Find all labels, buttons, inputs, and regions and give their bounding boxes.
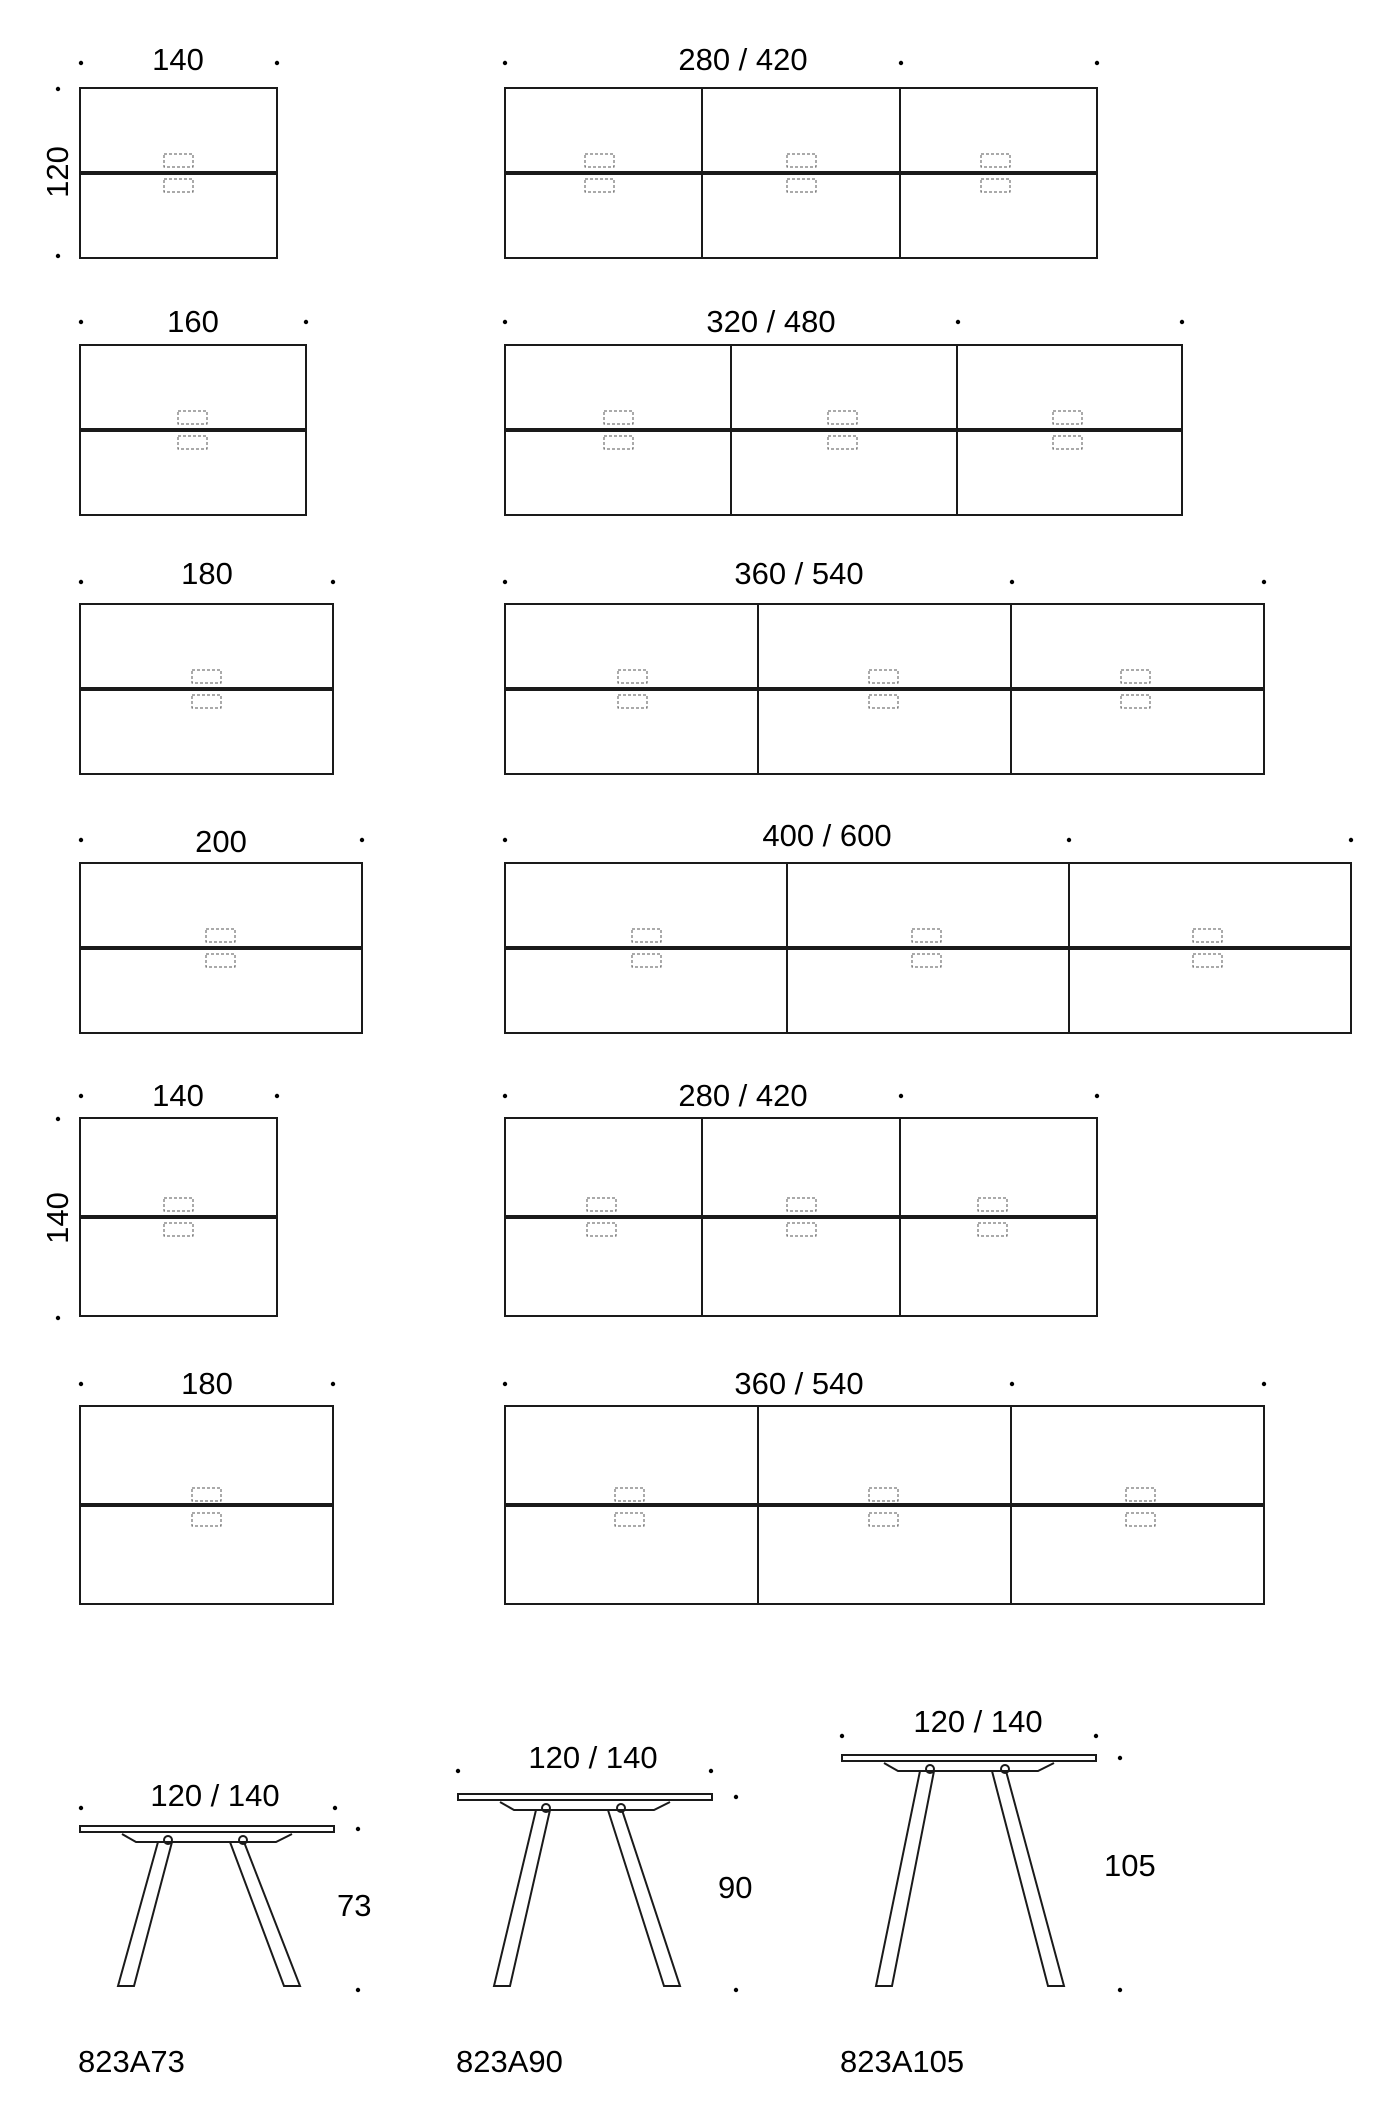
- cable-port: [828, 411, 857, 424]
- dim-dot: [79, 320, 83, 324]
- single-table-top: [80, 88, 277, 172]
- dim-dot: [503, 1382, 507, 1386]
- combo-table-top: [505, 1406, 1264, 1504]
- cable-port: [1126, 1513, 1155, 1526]
- dim-dot: [56, 87, 60, 91]
- dim-dot: [79, 1806, 83, 1810]
- cable-port: [164, 179, 193, 192]
- single-table-top: [80, 1406, 333, 1504]
- elevation-823A105: [840, 1704, 1156, 2079]
- row-1-depth-label: 120: [40, 146, 75, 198]
- dim-dot: [331, 580, 335, 584]
- single-table-top: [80, 863, 362, 947]
- dim-dot: [1010, 580, 1014, 584]
- cable-port: [912, 929, 941, 942]
- dim-dot: [840, 1734, 844, 1738]
- single-table-top: [80, 1118, 277, 1216]
- tabletop: [842, 1755, 1096, 1761]
- cable-port: [869, 670, 898, 683]
- dim-dot: [56, 254, 60, 258]
- dim-dot: [56, 1316, 60, 1320]
- cable-port: [192, 1488, 221, 1501]
- cable-port: [618, 695, 647, 708]
- dim-dot: [356, 1988, 360, 1992]
- combo-table-top: [505, 345, 1182, 429]
- cable-port: [787, 1198, 816, 1211]
- cable-port: [164, 1223, 193, 1236]
- dim-dot: [79, 1382, 83, 1386]
- row-2-single-width: 160: [167, 304, 219, 339]
- cable-port: [1121, 670, 1150, 683]
- dim-dot: [503, 1094, 507, 1098]
- elevation-823A73: [78, 1778, 371, 2079]
- dim-dot: [275, 1094, 279, 1098]
- leg: [230, 1842, 300, 1986]
- elevation-823A90: [456, 1740, 753, 2079]
- dim-dot: [1262, 580, 1266, 584]
- tabletop: [458, 1794, 712, 1800]
- single-table-top: [80, 345, 306, 429]
- cable-port: [869, 1488, 898, 1501]
- elevation-3-width: 120 / 140: [913, 1704, 1043, 1739]
- cable-port: [828, 436, 857, 449]
- combo-table-bottom: [505, 1218, 1097, 1316]
- dim-dot: [503, 61, 507, 65]
- dim-dot: [79, 838, 83, 842]
- dim-dot: [456, 1769, 460, 1773]
- cable-port: [632, 954, 661, 967]
- combo-table-bottom: [505, 174, 1097, 258]
- cable-port: [869, 695, 898, 708]
- apron: [122, 1834, 292, 1842]
- cable-port: [604, 436, 633, 449]
- elevation-3-height: 105: [1104, 1848, 1156, 1883]
- dim-dot: [79, 1094, 83, 1098]
- row-1-combo-width: 280 / 420: [678, 42, 808, 77]
- dim-dot: [1095, 1094, 1099, 1098]
- row-6: [79, 1366, 1266, 1604]
- dim-dot: [56, 1117, 60, 1121]
- leg: [494, 1810, 550, 1986]
- cable-port: [192, 695, 221, 708]
- leg: [118, 1842, 172, 1986]
- cable-port: [615, 1488, 644, 1501]
- leg: [608, 1810, 680, 1986]
- dim-dot: [734, 1988, 738, 1992]
- elevation-1-code: 823A73: [78, 2044, 185, 2079]
- apron: [884, 1763, 1054, 1771]
- dim-dot: [503, 838, 507, 842]
- cable-port: [164, 154, 193, 167]
- single-table-bottom: [80, 1506, 333, 1604]
- dim-dot: [79, 61, 83, 65]
- cable-port: [912, 954, 941, 967]
- cable-port: [615, 1513, 644, 1526]
- tabletop: [80, 1826, 334, 1832]
- elevation-2-code: 823A90: [456, 2044, 563, 2079]
- cable-port: [632, 929, 661, 942]
- single-table-bottom: [80, 690, 333, 774]
- cable-port: [787, 154, 816, 167]
- row-2-combo-width: 320 / 480: [706, 304, 836, 339]
- row-5-depth-label: 140: [40, 1192, 75, 1244]
- dim-dot: [331, 1382, 335, 1386]
- dim-dot: [899, 61, 903, 65]
- row-3-single-width: 180: [181, 556, 233, 591]
- dim-dot: [275, 61, 279, 65]
- elevation-2-height: 90: [718, 1870, 753, 1905]
- elevation-2-width: 120 / 140: [528, 1740, 658, 1775]
- row-4: [79, 818, 1353, 1033]
- cable-port: [164, 1198, 193, 1211]
- dim-dot: [1094, 1734, 1098, 1738]
- elevation-1-height: 73: [337, 1888, 372, 1923]
- cable-port: [978, 1223, 1007, 1236]
- cable-port: [1193, 954, 1222, 967]
- row-6-combo-width: 360 / 540: [734, 1366, 864, 1401]
- cable-port: [1053, 436, 1082, 449]
- row-5-single-width: 140: [152, 1078, 204, 1113]
- dim-dot: [1095, 61, 1099, 65]
- cable-port: [1126, 1488, 1155, 1501]
- cable-port: [178, 436, 207, 449]
- cable-port: [981, 179, 1010, 192]
- cable-port: [1193, 929, 1222, 942]
- row-1-single-width: 140: [152, 42, 204, 77]
- dim-dot: [503, 320, 507, 324]
- cable-port: [192, 1513, 221, 1526]
- dim-dot: [899, 1094, 903, 1098]
- row-1: [40, 42, 1099, 258]
- cable-port: [192, 670, 221, 683]
- combo-table-top: [505, 1118, 1097, 1216]
- elevation-3-code: 823A105: [840, 2044, 965, 2079]
- dim-dot: [1349, 838, 1353, 842]
- combo-table-top: [505, 863, 1351, 947]
- apron: [500, 1802, 670, 1810]
- cable-port: [618, 670, 647, 683]
- cable-port: [981, 154, 1010, 167]
- row-5-combo-width: 280 / 420: [678, 1078, 808, 1113]
- dim-dot: [503, 580, 507, 584]
- combo-table-top: [505, 88, 1097, 172]
- cable-port: [585, 179, 614, 192]
- cable-port: [787, 179, 816, 192]
- cable-port: [206, 954, 235, 967]
- cable-port: [585, 154, 614, 167]
- dim-dot: [1262, 1382, 1266, 1386]
- row-2: [79, 304, 1184, 515]
- dim-dot: [956, 320, 960, 324]
- single-table-bottom: [80, 1218, 277, 1316]
- cable-port: [787, 1223, 816, 1236]
- row-6-single-width: 180: [181, 1366, 233, 1401]
- dim-dot: [360, 838, 364, 842]
- cable-port: [587, 1198, 616, 1211]
- cable-port: [206, 929, 235, 942]
- row-3: [79, 556, 1266, 774]
- dim-dot: [1010, 1382, 1014, 1386]
- row-3-combo-width: 360 / 540: [734, 556, 864, 591]
- dim-dot: [356, 1827, 360, 1831]
- leg: [876, 1771, 934, 1986]
- leg: [992, 1771, 1064, 1986]
- cable-port: [587, 1223, 616, 1236]
- cable-port: [1121, 695, 1150, 708]
- cable-port: [178, 411, 207, 424]
- dim-dot: [333, 1806, 337, 1810]
- single-table-bottom: [80, 431, 306, 515]
- combo-table-bottom: [505, 431, 1182, 515]
- combo-table-top: [505, 604, 1264, 688]
- row-5: [40, 1078, 1099, 1320]
- dim-dot: [1067, 838, 1071, 842]
- single-table-bottom: [80, 949, 362, 1033]
- cable-port: [978, 1198, 1007, 1211]
- row-4-single-width: 200: [195, 824, 247, 859]
- dim-dot: [304, 320, 308, 324]
- dim-dot: [79, 580, 83, 584]
- dim-dot: [709, 1769, 713, 1773]
- dim-dot: [1180, 320, 1184, 324]
- row-4-combo-width: 400 / 600: [762, 818, 892, 853]
- dim-dot: [734, 1795, 738, 1799]
- elevation-1-width: 120 / 140: [150, 1778, 280, 1813]
- single-table-top: [80, 604, 333, 688]
- cable-port: [604, 411, 633, 424]
- combo-table-bottom: [505, 1506, 1264, 1604]
- cable-port: [1053, 411, 1082, 424]
- cable-port: [869, 1513, 898, 1526]
- single-table-bottom: [80, 174, 277, 258]
- dim-dot: [1118, 1756, 1122, 1760]
- dim-dot: [1118, 1988, 1122, 1992]
